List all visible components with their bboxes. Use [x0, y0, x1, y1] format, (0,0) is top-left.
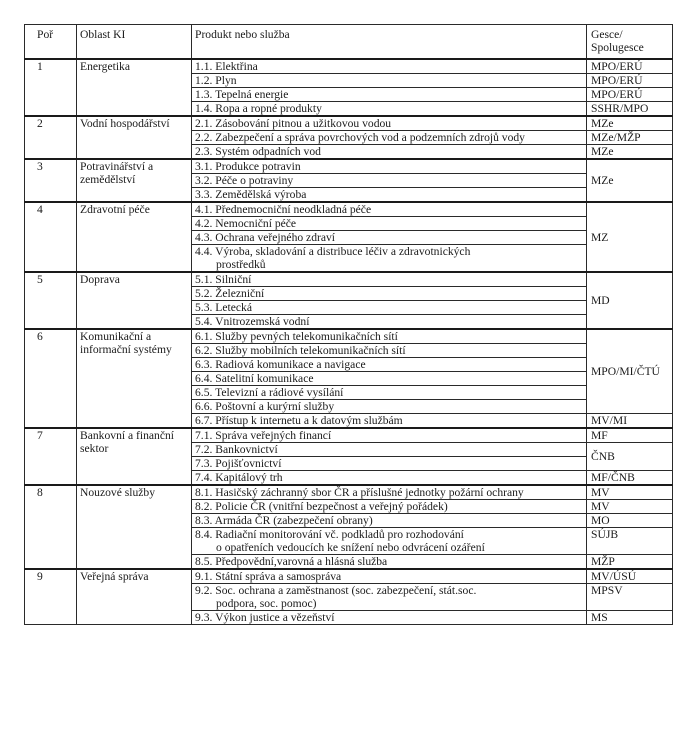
sector-group [25, 569, 673, 625]
gesce-cell: MPO/ERÚ [587, 74, 673, 88]
gesce-cell: MZe [587, 116, 673, 131]
product-text: 5.4. Vnitrozemská vodní [195, 315, 310, 328]
sector-group [25, 329, 673, 428]
product-text: 8.2. Policie ČR (vnitřní bezpečnost a veřejný pořádek) [195, 500, 448, 513]
sector-area: Doprava [77, 272, 192, 329]
sector-number: 4 [25, 202, 77, 272]
product-cell [192, 569, 587, 584]
sector-number: 8 [25, 485, 77, 569]
product-cell [192, 116, 587, 131]
product-cell [192, 372, 587, 386]
table-row [25, 116, 673, 131]
product-cell [192, 202, 587, 217]
gesce-cell: MŽP [587, 555, 673, 570]
gesce-cell: MV [587, 485, 673, 500]
gesce-cell: MV/MI [587, 414, 673, 429]
product-text: 4.4. Výroba, skladování a distribuce léčiv a zdravotnických [195, 245, 471, 258]
gesce-cell: MO [587, 514, 673, 528]
product-cell [192, 386, 587, 400]
sector-group [25, 485, 673, 569]
product-text: 6.4. Satelitní komunikace [195, 372, 314, 385]
product-cell [192, 611, 587, 625]
sector-area: Bankovní a finanční sektor [77, 428, 192, 485]
product-text: 6.5. Televizní a rádiové vysílání [195, 386, 344, 399]
gesce-cell: MZe [587, 159, 673, 202]
table-row [25, 272, 673, 287]
product-text: 8.3. Armáda ČR (zabezpečení obrany) [195, 514, 373, 527]
product-text: 6.7. Přístup k internetu a k datovým službám [195, 414, 403, 427]
product-text: 6.3. Radiová komunikace a navigace [195, 358, 366, 371]
product-text: 1.3. Tepelná energie [195, 88, 289, 101]
product-cell [192, 231, 587, 245]
product-text: 7.1. Správa veřejných financí [195, 429, 332, 442]
sector-group [25, 202, 673, 272]
product-cell [192, 159, 587, 174]
sector-area: Energetika [77, 59, 192, 116]
product-text: 1.4. Ropa a ropné produkty [195, 102, 322, 115]
product-text: 9.2. Soc. ochrana a zaměstnanost (soc. zabezpečení, stát.soc. [195, 584, 477, 597]
sector-number: 7 [25, 428, 77, 485]
gesce-cell: MPO/MI/ČTÚ [587, 329, 673, 414]
sector-group [25, 159, 673, 202]
gesce-cell: ČNB [587, 443, 673, 471]
gesce-cell: MZe/MŽP [587, 131, 673, 145]
product-text: 1.2. Plyn [195, 74, 237, 87]
product-text: 6.1. Služby pevných telekomunikačních sítí [195, 330, 398, 343]
gesce-cell: MPO/ERÚ [587, 88, 673, 102]
product-text: 4.3. Ochrana veřejného zdraví [195, 231, 336, 244]
product-cell [192, 514, 587, 528]
gesce-cell: SÚJB [587, 528, 673, 555]
sector-group [25, 116, 673, 159]
product-text-continued: prostředků [216, 257, 266, 271]
product-text-continued: podpora, soc. pomoc) [216, 596, 317, 610]
product-text: 4.1. Přednemocniční neodkladná péče [195, 203, 372, 216]
table-row [25, 59, 673, 74]
product-text: 7.2. Bankovnictví [195, 443, 278, 456]
product-text: 5.2. Železniční [195, 287, 265, 300]
sector-area: Zdravotní péče [77, 202, 192, 272]
product-text: 5.3. Letecká [195, 301, 252, 314]
header-area: Oblast KI [77, 25, 192, 60]
sector-number: 1 [25, 59, 77, 116]
product-cell [192, 217, 587, 231]
product-cell [192, 358, 587, 372]
product-cell [192, 443, 587, 457]
table-row [25, 485, 673, 500]
table-row [25, 329, 673, 344]
sector-number: 9 [25, 569, 77, 625]
header-product: Produkt nebo služba [192, 25, 587, 60]
product-text: 3.3. Zemědělská výroba [195, 188, 307, 201]
gesce-cell: SSHR/MPO [587, 102, 673, 117]
header-num: Poř [25, 25, 77, 60]
product-text: 8.4. Radiační monitorování vč. podkladů pro rozhodování [195, 528, 464, 541]
product-cell [192, 471, 587, 486]
product-text: 2.1. Zásobování pitnou a užitkovou vodou [195, 117, 392, 130]
table-row [25, 569, 673, 584]
sector-area: Nouzové služby [77, 485, 192, 569]
product-text: 8.1. Hasičský záchranný sbor ČR a příslušné jednotky požární ochrany [195, 486, 524, 499]
document-page [24, 24, 660, 625]
product-text: 5.1. Silniční [195, 273, 252, 286]
sector-area: Potravinářství a zemědělství [77, 159, 192, 202]
product-cell [192, 400, 587, 414]
product-cell [192, 500, 587, 514]
product-text: 4.2. Nemocniční péče [195, 217, 297, 230]
product-cell [192, 131, 587, 145]
product-cell [192, 315, 587, 330]
product-cell [192, 272, 587, 287]
product-cell [192, 174, 587, 188]
gesce-cell: MF/ČNB [587, 471, 673, 486]
product-text: 3.2. Péče o potraviny [195, 174, 294, 187]
table-header-row [25, 25, 673, 60]
product-cell [192, 485, 587, 500]
product-text: 3.1. Produkce potravin [195, 160, 301, 173]
table-row [25, 202, 673, 217]
product-text: 2.3. Systém odpadních vod [195, 145, 321, 158]
product-cell [192, 301, 587, 315]
product-cell [192, 428, 587, 443]
sector-group [25, 428, 673, 485]
table-row [25, 428, 673, 443]
product-text: 7.3. Pojišťovnictví [195, 457, 282, 470]
gesce-cell: MF [587, 428, 673, 443]
product-text: 7.4. Kapitálový trh [195, 471, 283, 484]
product-cell [192, 414, 587, 429]
product-text: 2.2. Zabezpečení a správa povrchových vod a podzemních zdrojů vody [195, 131, 525, 144]
product-cell [192, 584, 587, 611]
product-cell [192, 528, 587, 555]
product-text: 6.2. Služby mobilních telekomunikačních sítí [195, 344, 406, 357]
critical-infrastructure-table [24, 24, 673, 625]
gesce-cell: MZe [587, 145, 673, 160]
table-row [25, 159, 673, 174]
sector-area: Vodní hospodářství [77, 116, 192, 159]
product-cell [192, 287, 587, 301]
product-cell [192, 188, 587, 203]
product-cell [192, 145, 587, 160]
product-cell [192, 457, 587, 471]
sector-number: 2 [25, 116, 77, 159]
product-text: 1.1. Elektřina [195, 60, 258, 73]
gesce-cell: MD [587, 272, 673, 329]
gesce-cell: MS [587, 611, 673, 625]
sector-group [25, 59, 673, 116]
product-text: 9.1. Státní správa a samospráva [195, 570, 342, 583]
gesce-cell: MV [587, 500, 673, 514]
product-text: 9.3. Výkon justice a vězeňství [195, 611, 335, 624]
product-cell [192, 344, 587, 358]
gesce-cell: MZ [587, 202, 673, 272]
gesce-cell: MV/ÚSÚ [587, 569, 673, 584]
product-cell [192, 88, 587, 102]
product-cell [192, 74, 587, 88]
product-text: 6.6. Poštovní a kurýrní služby [195, 400, 335, 413]
product-cell [192, 102, 587, 117]
product-cell [192, 59, 587, 74]
gesce-cell: MPO/ERÚ [587, 59, 673, 74]
sector-area: Komunikační a informační systémy [77, 329, 192, 428]
product-cell [192, 555, 587, 570]
header-gesce: Gesce/ Spolugesce [587, 25, 673, 60]
sector-number: 6 [25, 329, 77, 428]
sector-number: 5 [25, 272, 77, 329]
product-cell [192, 329, 587, 344]
sector-group [25, 272, 673, 329]
sector-area: Veřejná správa [77, 569, 192, 625]
sector-number: 3 [25, 159, 77, 202]
product-text: 8.5. Předpovědní,varovná a hlásná služba [195, 555, 388, 568]
product-cell [192, 245, 587, 273]
gesce-cell: MPSV [587, 584, 673, 611]
product-text-continued: o opatřeních vedoucích ke snížení nebo odvrácení ozáření [216, 540, 485, 554]
